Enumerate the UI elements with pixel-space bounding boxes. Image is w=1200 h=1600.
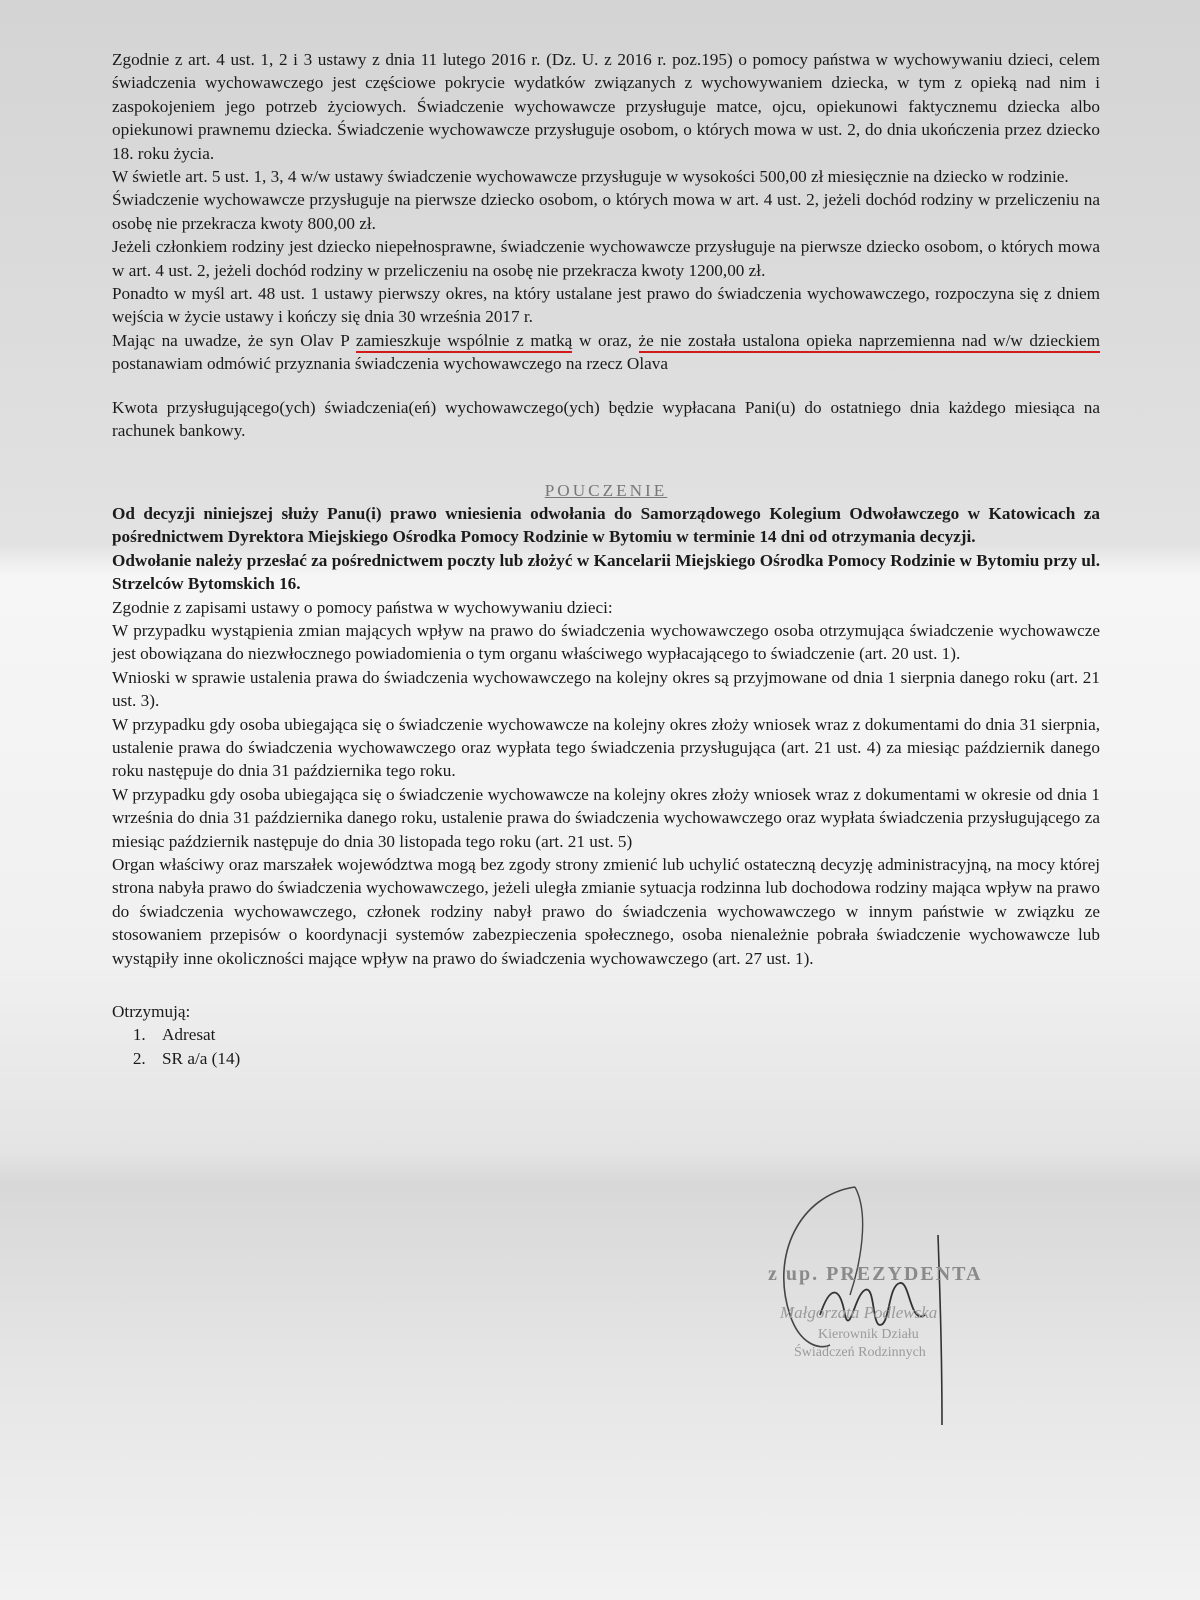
paragraph: W świetle art. 5 ust. 1, 3, 4 w/w ustawy świadczenie wychowawcze przysługuje w wysokości 500,00 zł miesięcznie na dziecko w rodzinie. [112, 167, 1069, 187]
decision-text: w oraz, [572, 330, 639, 350]
signature-role: Kierownik Działu [818, 1327, 919, 1342]
paragraph: Kwota przysługującego(ych) świadczenia(eń) wychowawczego(ych) będzie wypłacana Pani(u) do ostatniego dnia każdego miesiąca na rachunek bankowy. [112, 397, 1100, 441]
paragraph: W przypadku gdy osoba ubiegająca się o świadczenie wychowawcze na kolejny okres złoży wniosek wraz z dokumentami do dnia 31 sierpnia, ustalenie prawa do świadczenia wychowawczego oraz wypłata tego świadczenia przysługująca (art. 21 ust. 4) za miesiąc październik danego roku następuje do dnia 31 października tego roku. [112, 714, 1100, 781]
signature-title: z up. PREZYDENTA [768, 1263, 983, 1285]
paragraph: Zgodnie z art. 4 ust. 1, 2 i 3 ustawy z dnia 11 lutego 2016 r. (Dz. U. z 2016 r. poz.195) o pomocy państwa w wychowywaniu dzieci, celem świadczenia wychowawczego jest częściowe pokrycie wydatków związanych z wychowywaniem dziecka, w tym z opieką nad nim i zaspokojeniem jego potrzeb życiowych. Świadczenie wychowawcze przysługuje matce, ojcu, opiekunowi faktycznemu dziecka albo opiekunowi prawnemu dziecka. Świadczenie wychowawcze przysługuje osobom, o których mowa w ust. 2, do dnia ukończenia przez dziecko 18. roku życia. [112, 50, 1100, 163]
paragraph: Ponadto w myśl art. 48 ust. 1 ustawy pierwszy okres, na który ustalane jest prawo do świadczenia wychowawczego, rozpoczyna się z dniem wejścia w życie ustawy i kończy się dnia 30 września 2017 r. [112, 284, 1100, 327]
recipients-block [112, 1000, 1100, 1070]
signature-name: Małgorzata Podlewska [780, 1303, 938, 1322]
paragraph: Świadczenie wychowawcze przysługuje na pierwsze dziecko osobom, o których mowa w art. 4 ust. 2, jeżeli dochód rodziny w przeliczeniu na osobę nie przekracza kwoty 800,00 zł. [112, 190, 1100, 233]
recipient-item: 1. Adresat [150, 1023, 1100, 1046]
paragraph: Wnioski w sprawie ustalenia prawa do świadczenia wychowawczego na kolejny okres są przyjmowane od dnia 1 sierpnia danego roku (art. 21 ust. 3). [112, 667, 1100, 711]
recipient-item: 2. SR a/a (14) [150, 1047, 1100, 1070]
decision-paragraph [112, 329, 1100, 376]
paragraph: W przypadku wystąpienia zmian mających wpływ na prawo do świadczenia wychowawczego osoba otrzymująca świadczenie wychowawcze jest obowiązana do niezwłocznego powiadomienia o tym organu właściwego wypłacającego to świadczenie (art. 20 ust. 1). [112, 620, 1100, 664]
decision-text: postanawiam odmówić przyznania świadczenia wychowawczego na rzecz Olava [112, 354, 668, 374]
underlined-phrase: że nie została ustalona opieka naprzemienna nad w/w dzieckiem [639, 331, 1101, 353]
paragraph: Organ właściwy oraz marszałek województwa mogą bez zgody strony zmienić lub uchylić ostateczną decyzję administracyjną, na mocy której strona nabyła prawo do świadczenia wychowawczego, jeżeli uległa zmianie sytuacja rodzinna lub dochodowa rodziny mająca wpływ na prawo do świadczenia wychowawczego, członek rodziny nabył prawo do świadczenia wychowawczego w innym państwie w związku ze stosowaniem przepisów o koordynacji systemów zabezpieczenia społecznego, osoba nienależnie pobrała świadczenie wychowawcze lub wystąpiły inne okoliczności mające wpływ na prawo do świadczenia wychowawczego (art. 27 ust. 1). [112, 855, 1100, 968]
underlined-phrase: zamieszkuje wspólnie z matką [356, 331, 573, 353]
document-body [112, 48, 1100, 1070]
signature-stamp [760, 1175, 1020, 1435]
signature-role: Świadczeń Rodzinnych [794, 1345, 926, 1360]
pouczenie-heading: POUCZENIE [544, 480, 668, 500]
paragraph: Zgodnie z zapisami ustawy o pomocy państwa w wychowywaniu dzieci: [112, 597, 613, 617]
paragraph: W przypadku gdy osoba ubiegająca się o świadczenie wychowawcze na kolejny okres złoży wniosek wraz z dokumentami w okresie od dnia 1 września do dnia 31 października danego roku, ustalenie prawa do świadczenia wychowawczego oraz wypłata świadczenia przysługującego za miesiąc październik następuje do dnia 30 listopada tego roku (art. 21 ust. 5) [112, 784, 1100, 851]
appeal-paragraph: Odwołanie należy przesłać za pośrednictwem poczty lub złożyć w Kancelarii Miejskiego Ośrodka Pomocy Rodzinie w Bytomiu przy ul. Strzelców Bytomskich 16. [112, 550, 1100, 594]
recipients-list [112, 1023, 1100, 1070]
decision-text: Mając na uwadze, że syn Olav P [112, 330, 356, 350]
appeal-paragraph: Od decyzji niniejszej służy Panu(i) prawo wniesienia odwołania do Samorządowego Kolegium Odwoławczego w Katowicach za pośrednictwem Dyrektora Miejskiego Ośrodka Pomocy Rodzinie w Bytomiu w terminie 14 dni od otrzymania decyzji. [112, 503, 1100, 547]
recipients-label: Otrzymują: [112, 1002, 191, 1022]
paragraph: Jeżeli członkiem rodziny jest dziecko niepełnosprawne, świadczenie wychowawcze przysługuje na pierwsze dziecko osobom, o których mowa w art. 4 ust. 2, jeżeli dochód rodziny w przeliczeniu na osobę nie przekracza kwoty 1200,00 zł. [112, 237, 1100, 280]
